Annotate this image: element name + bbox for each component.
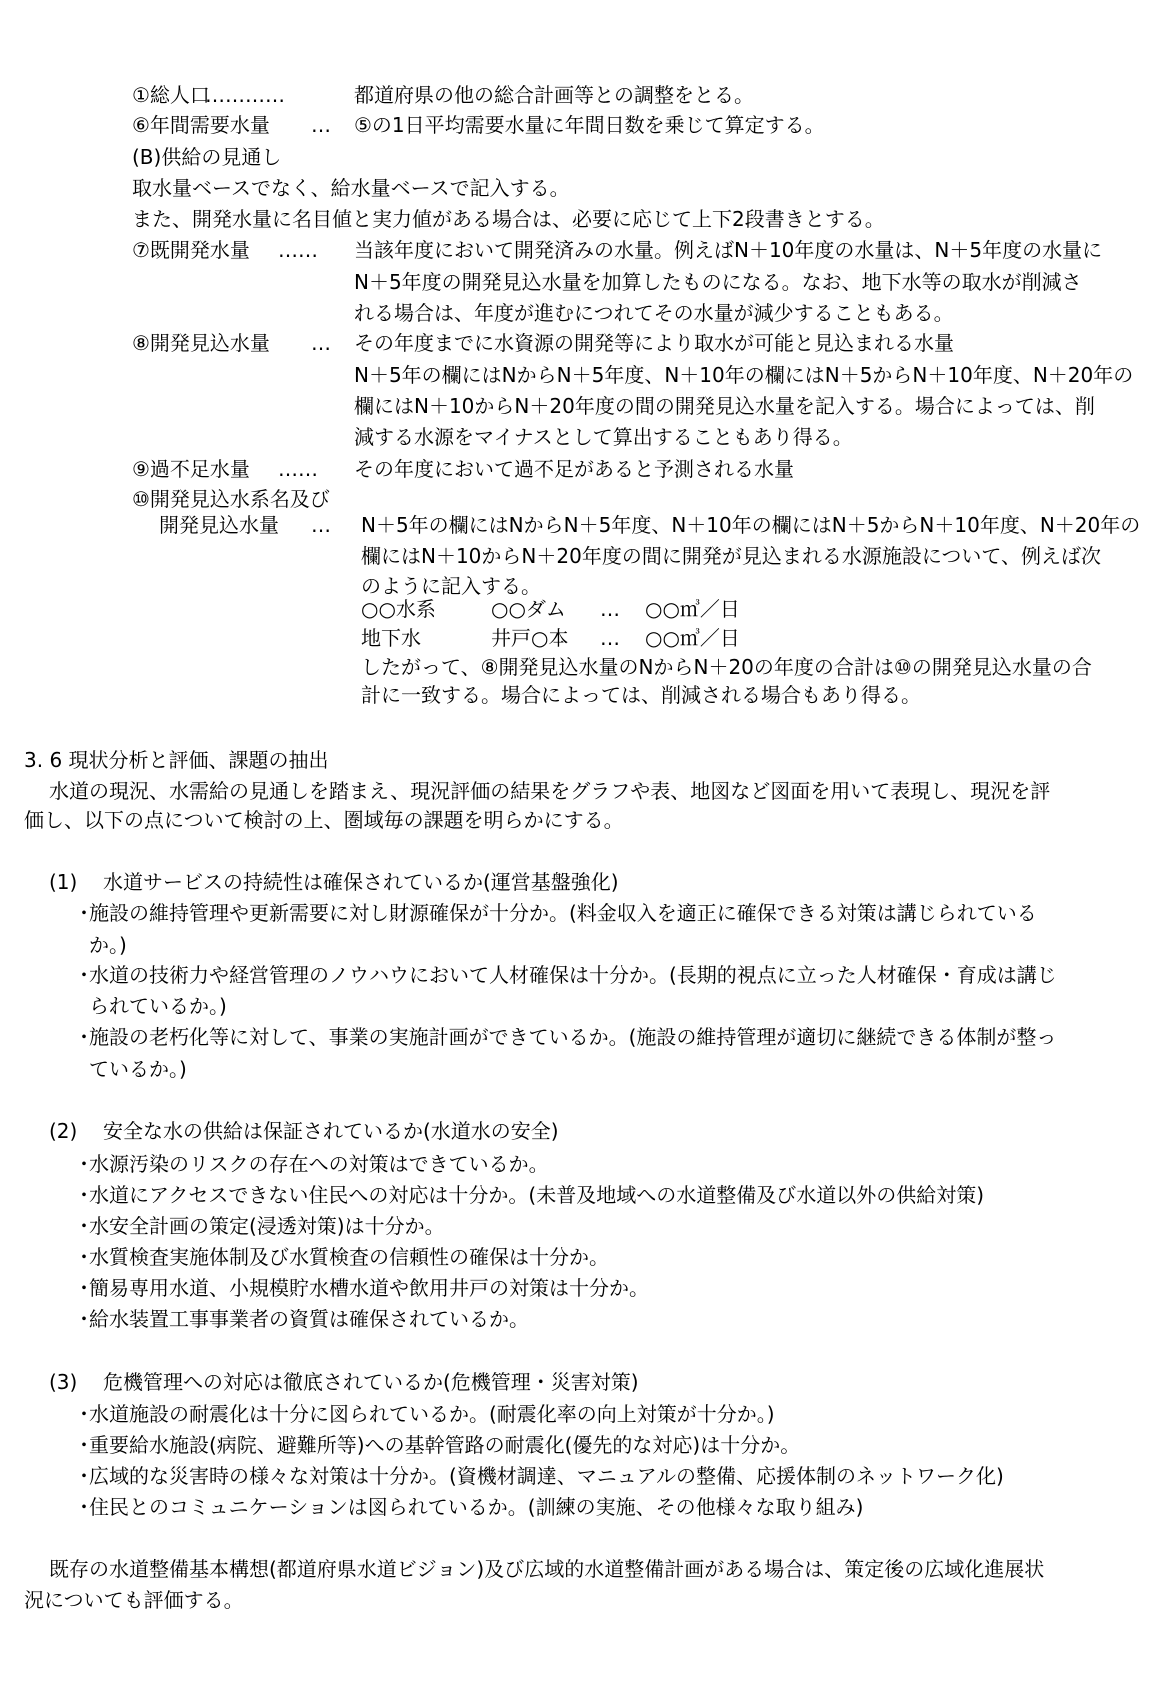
paragraph-line: 既存の水道整備基本構想(都道府県水道ビジョン)及び広域的水道整備計画がある場合は、策定後の広域化進展状 xyxy=(49,1557,1045,1581)
item-label: 開発見込水量 xyxy=(159,513,279,537)
group-number: (1) xyxy=(49,870,78,894)
bullet-icon: ・ xyxy=(74,1276,94,1300)
bullet-text: 水道の技術力や経営管理のノウハウにおいて人材確保は十分か。(長期的視点に立った人材確保・育成は講じ xyxy=(89,963,1057,987)
item-label: ⑧開発見込水量 xyxy=(132,331,270,355)
note: 取水量ベースでなく、給水量ベースで記入する。 xyxy=(132,176,570,200)
bullet-text: 水道にアクセスできない住民への対応は十分か。(未普及地域への水道整備及び水道以外の供給対策) xyxy=(89,1183,985,1207)
bullet-icon: ・ xyxy=(74,1464,94,1488)
item-label: ⑦既開発水量 xyxy=(132,238,250,262)
example-amount: ○○㎥／日 xyxy=(645,597,740,621)
item-text: 当該年度において開発済みの水量。例えばN＋10年度の水量は、N＋5年度の水量に xyxy=(354,238,1103,262)
bullet-text: か。) xyxy=(89,933,127,957)
bullet-text: 施設の維持管理や更新需要に対し財源確保が十分か。(料金収入を適正に確保できる対策は講じられている xyxy=(89,901,1037,925)
section-heading: 3. 6 現状分析と評価、課題の抽出 xyxy=(24,748,329,772)
group-number: (2) xyxy=(49,1119,78,1143)
leader-dots: … xyxy=(311,331,331,355)
item-text: ⑤の1日平均需要水量に年間日数を乗じて算定する。 xyxy=(354,113,825,137)
group-number: (3) xyxy=(49,1370,78,1394)
note: また、開発水量に名目値と実力値がある場合は、必要に応じて上下2段書きとする。 xyxy=(132,207,885,231)
item-text: 欄にはN＋10からN＋20年度の間の開発見込水量を記入する。場合によっては、削 xyxy=(354,394,1095,418)
item-text: 都道府県の他の総合計画等との調整をとる。 xyxy=(354,83,754,107)
leader-dots: … xyxy=(311,113,331,137)
bullet-icon: ・ xyxy=(74,901,94,925)
bullet-text: 簡易専用水道、小規模貯水槽水道や飲用井戸の対策は十分か。 xyxy=(89,1276,649,1300)
item-text: したがって、⑧開発見込水量のNからN＋20の年度の合計は⑩の開発見込水量の合 xyxy=(361,655,1092,679)
bullet-icon: ・ xyxy=(74,1433,94,1457)
leader-dots: … xyxy=(311,513,331,537)
bullet-text: 重要給水施設(病院、避難所等)への基幹管路の耐震化(優先的な対応)は十分か。 xyxy=(89,1433,801,1457)
item-text: 減する水源をマイナスとして算出することもあり得る。 xyxy=(354,425,853,449)
bullet-icon: ・ xyxy=(74,1152,94,1176)
bullet-icon: ・ xyxy=(74,1495,94,1519)
paragraph-line: 水道の現況、水需給の見通しを踏まえ、現況評価の結果をグラフや表、地図など図面を用いて表現し、現況を評 xyxy=(49,779,1051,803)
leader-dots: … xyxy=(600,626,620,650)
item-text: N＋5年の欄にはNからN＋5年度、N＋10年の欄にはN＋5からN＋10年度、N＋20年の xyxy=(361,513,1141,537)
bullet-text: ているか。) xyxy=(89,1057,187,1081)
group-title: 危機管理への対応は徹底されているか(危機管理・災害対策) xyxy=(103,1370,639,1394)
item-text: N＋5年度の開発見込水量を加算したものになる。なお、地下水等の取水が削減さ xyxy=(354,270,1082,294)
example-amount: ○○㎥／日 xyxy=(645,626,740,650)
item-label: ⑨過不足水量 xyxy=(132,457,250,481)
bullet-icon: ・ xyxy=(74,1183,94,1207)
bullet-icon: ・ xyxy=(74,1245,94,1269)
item-text: その年度までに水資源の開発等により取水が可能と見込まれる水量 xyxy=(354,331,954,355)
bullet-text: 住民とのコミュニケーションは図られているか。(訓練の実施、その他様々な取り組み) xyxy=(89,1495,864,1519)
item-text: N＋5年の欄にはNからN＋5年度、N＋10年の欄にはN＋5からN＋10年度、N＋20年の xyxy=(354,363,1134,387)
item-text: 欄にはN＋10からN＋20年度の間に開発が見込まれる水源施設について、例えば次 xyxy=(361,544,1102,568)
group-title: 水道サービスの持続性は確保されているか(運営基盤強化) xyxy=(103,870,619,894)
leader-dots: ………… xyxy=(205,83,285,107)
paragraph-line: 況についても評価する。 xyxy=(24,1588,244,1612)
paragraph-line: 価し、以下の点について検討の上、圏域毎の課題を明らかにする。 xyxy=(24,808,624,832)
group-title: 安全な水の供給は保証されているか(水道水の安全) xyxy=(103,1119,559,1143)
item-label: ①総人口 xyxy=(132,83,210,107)
bullet-icon: ・ xyxy=(74,1214,94,1238)
bullet-icon: ・ xyxy=(74,1025,94,1049)
bullet-text: 給水装置工事事業者の資質は確保されているか。 xyxy=(89,1307,529,1331)
item-label: ⑥年間需要水量 xyxy=(132,113,270,137)
subsection-heading: (B)供給の見通し xyxy=(132,145,282,169)
bullet-text: 広域的な災害時の様々な対策は十分か。(資機材調達、マニュアルの整備、応援体制のネットワーク化) xyxy=(89,1464,1004,1488)
item-text: その年度において過不足があると予測される水量 xyxy=(354,457,794,481)
item-label: ⑩開発見込水系名及び xyxy=(132,487,330,511)
example-facility: ○○ダム xyxy=(491,597,566,621)
example-source: ○○水系 xyxy=(361,597,436,621)
bullet-icon: ・ xyxy=(74,1307,94,1331)
leader-dots: …… xyxy=(278,457,318,481)
bullet-text: 施設の老朽化等に対して、事業の実施計画ができているか。(施設の維持管理が適切に継続できる体制が整っ xyxy=(89,1025,1057,1049)
bullet-text: 水安全計画の策定(浸透対策)は十分か。 xyxy=(89,1214,445,1238)
bullet-icon: ・ xyxy=(74,1402,94,1426)
leader-dots: … xyxy=(600,597,620,621)
item-text: 計に一致する。場合によっては、削減される場合もあり得る。 xyxy=(361,683,921,707)
bullet-text: 水質検査実施体制及び水質検査の信頼性の確保は十分か。 xyxy=(89,1245,609,1269)
example-facility: 井戸○本 xyxy=(491,626,569,650)
bullet-icon: ・ xyxy=(74,963,94,987)
leader-dots: …… xyxy=(278,238,318,262)
bullet-text: 水源汚染のリスクの存在への対策はできているか。 xyxy=(89,1152,549,1176)
item-text: れる場合は、年度が進むにつれてその水量が減少することもある。 xyxy=(354,301,954,325)
bullet-text: 水道施設の耐震化は十分に図られているか。(耐震化率の向上対策が十分か。) xyxy=(89,1402,775,1426)
bullet-text: られているか。) xyxy=(89,994,227,1018)
item-text: のように記入する。 xyxy=(361,574,541,598)
example-source: 地下水 xyxy=(361,626,421,650)
